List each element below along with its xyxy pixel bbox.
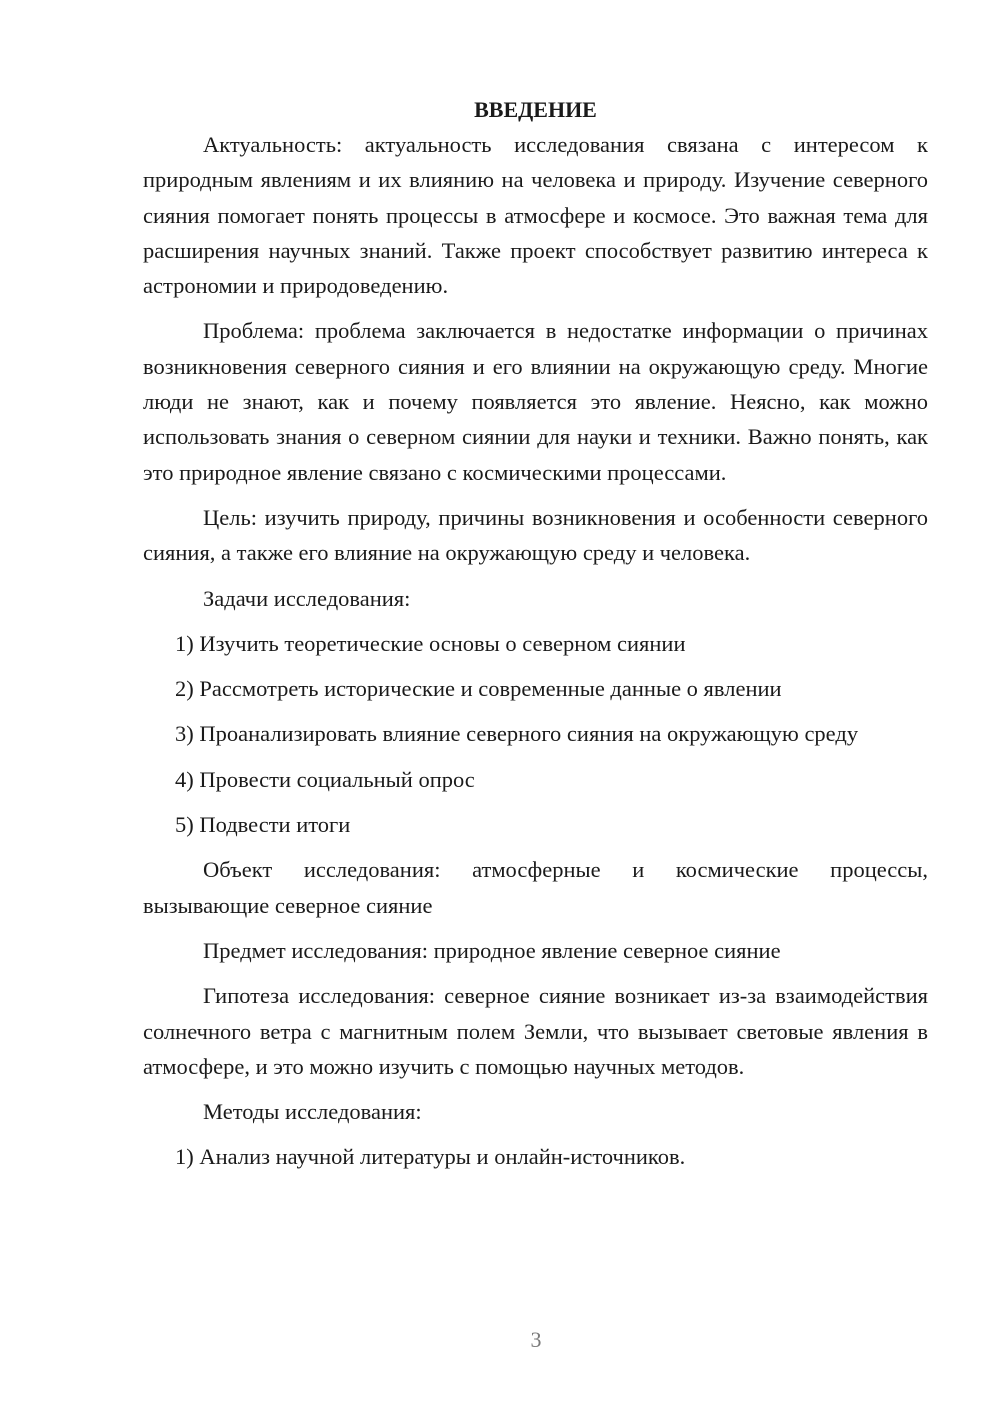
method-item: 1) Анализ научной литературы и онлайн-источников. [175, 1144, 686, 1170]
task-item: 3) Проанализировать влияние северного сияния на окружающую среду [175, 721, 859, 747]
document-page [143, 92, 928, 1185]
section-title: ВВЕДЕНИЕ [474, 97, 597, 122]
page-number: 3 [530, 1327, 542, 1352]
problem-paragraph: Проблема: проблема заключается в недостатке информации о причинах возникновения северного сияния и его влиянии на окружающую среду. Многие люди не знают, как и почему появляется это явление. Неясно, как можно использовать знания о северном сиянии для науки и техники. Важно понять, как это природное явление связано с космическими процессами. [143, 318, 928, 485]
object-paragraph: Объект исследования: атмосферные и космические процессы, вызывающие северное сияние [143, 857, 928, 918]
task-item: 1) Изучить теоретические основы о северном сиянии [175, 630, 686, 656]
hypothesis-paragraph: Гипотеза исследования: северное сияние возникает из-за взаимодействия солнечного ветра с магнитным полем Земли, что вызывает световые явления в атмосфере, и это можно изучить с помощью научных методов. [143, 983, 928, 1079]
methods-heading: Методы исследования: [203, 1099, 422, 1125]
relevance-paragraph: Актуальность: актуальность исследования связана с интересом к природным явлениям и их влиянию на человека и природу. Изучение северного сияния помогает понять процессы в атмосфере и космосе. Это важная тема для расширения научных знаний. Также проект способствует развитию интереса к астрономии и природоведению. [143, 132, 928, 299]
tasks-heading: Задачи исследования: [203, 585, 411, 611]
subject-paragraph: Предмет исследования: природное явление северное сияние [203, 937, 781, 963]
task-item: 5) Подвести итоги [175, 812, 351, 838]
task-item: 2) Рассмотреть исторические и современные данные о явлении [175, 676, 782, 702]
task-item: 4) Провести социальный опрос [175, 766, 475, 792]
goal-paragraph: Цель: изучить природу, причины возникновения и особенности северного сияния, а также его влияние на окружающую среду и человека. [143, 504, 928, 566]
